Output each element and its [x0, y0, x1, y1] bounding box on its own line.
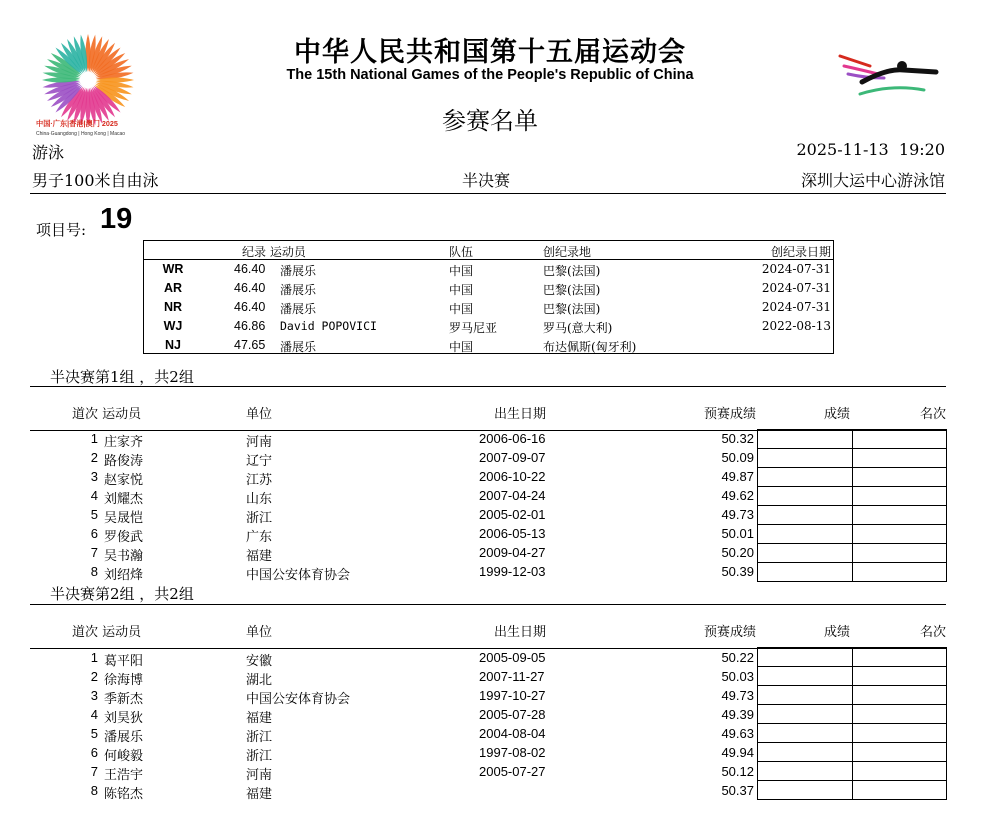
athlete-name: 庄家齐	[104, 435, 144, 450]
athlete-unit: 安徽	[246, 654, 273, 669]
result-cell	[757, 704, 853, 724]
athlete-dob: 1997-08-02	[479, 745, 546, 760]
record-team: 中国	[449, 264, 474, 278]
athlete-unit: 福建	[246, 711, 273, 726]
result-cell	[757, 448, 853, 468]
lane-number: 1	[90, 431, 98, 446]
games-title-en: The 15th National Games of the People's Republic of China	[286, 67, 694, 83]
heat-1-title: 半决赛第1组 ，共2组	[50, 368, 194, 386]
record-place: 巴黎(法国)	[543, 264, 601, 278]
rank-cell	[852, 742, 947, 762]
event-name: 男子100米自由泳	[32, 171, 159, 190]
result-cell	[757, 723, 853, 743]
header-prelim: 预赛成绩	[704, 407, 757, 422]
athlete-dob: 2006-10-22	[479, 469, 546, 484]
athlete-dob: 2005-02-01	[479, 507, 546, 522]
athlete-name: 路俊涛	[104, 454, 144, 469]
record-team: 中国	[449, 340, 474, 354]
record-time: 46.86	[234, 319, 266, 333]
prelim-time: 49.62	[721, 488, 754, 503]
rank-cell	[852, 486, 947, 506]
record-time: 46.40	[234, 281, 266, 295]
result-cell	[757, 562, 853, 582]
event-datetime: 2025-11-13 19:20	[796, 140, 945, 159]
prelim-time: 50.22	[721, 650, 754, 665]
record-row	[144, 298, 833, 317]
header-unit: 单位	[246, 407, 273, 422]
rank-cell	[852, 685, 947, 705]
records-table	[143, 240, 834, 354]
record-athlete: 潘展乐	[280, 302, 317, 316]
result-cell	[757, 761, 853, 781]
event-number-label: 项目号:	[36, 221, 87, 239]
prelim-time: 49.63	[721, 726, 754, 741]
lane-number: 6	[90, 745, 98, 760]
athlete-name: 葛平阳	[104, 654, 144, 669]
athlete-unit: 山东	[246, 492, 273, 507]
result-cell	[757, 505, 853, 525]
athlete-name: 季新杰	[104, 692, 144, 707]
athlete-name: 罗俊武	[104, 530, 144, 545]
record-athlete: 潘展乐	[280, 340, 317, 354]
athlete-name: 赵家悦	[104, 473, 144, 488]
header-result: 成绩	[824, 625, 851, 640]
rank-cell	[852, 429, 947, 449]
lane-number: 8	[90, 783, 98, 798]
result-cell	[757, 780, 853, 800]
document-title: 参赛名单	[442, 107, 538, 135]
record-place: 布达佩斯(匈牙利)	[543, 340, 637, 354]
record-row	[144, 336, 833, 355]
lane-number: 7	[90, 764, 98, 779]
event-venue: 深圳大运中心游泳馆	[800, 171, 945, 190]
sport-name: 游泳	[32, 143, 65, 162]
athlete-dob: 2004-08-04	[479, 726, 546, 741]
lane-number: 4	[90, 488, 98, 503]
lane-number: 2	[90, 450, 98, 465]
record-date: 2024-07-31	[761, 262, 831, 276]
athlete-name: 徐海博	[104, 673, 144, 688]
athlete-dob: 2009-04-27	[479, 545, 546, 560]
athlete-name: 潘展乐	[104, 730, 144, 745]
rank-cell	[852, 761, 947, 781]
athlete-dob: 2006-05-13	[479, 526, 546, 541]
athlete-dob: 2007-04-24	[479, 488, 546, 503]
prelim-time: 50.32	[721, 431, 754, 446]
record-team: 中国	[449, 302, 474, 316]
rank-cell	[852, 647, 947, 667]
record-athlete: David POPOVICI	[280, 319, 377, 333]
event-round: 半决赛	[462, 171, 511, 190]
games-logo	[32, 22, 144, 138]
record-code: AR	[163, 281, 183, 295]
header-dob: 出生日期	[494, 407, 547, 422]
record-row	[144, 317, 833, 336]
record-time: 46.40	[234, 300, 266, 314]
athlete-unit: 河南	[246, 435, 273, 450]
record-code: WR	[162, 262, 184, 276]
rank-cell	[852, 448, 947, 468]
prelim-time: 50.20	[721, 545, 754, 560]
prelim-time: 50.12	[721, 764, 754, 779]
result-cell	[757, 666, 853, 686]
lane-number: 1	[90, 650, 98, 665]
record-code: NR	[163, 300, 183, 314]
logo-text-cn: 中国·广东|香港|澳门 2025	[36, 119, 118, 128]
event-number: 19	[100, 203, 133, 235]
rank-cell	[852, 562, 947, 582]
athlete-unit: 福建	[246, 787, 273, 802]
record-time: 46.40	[234, 262, 266, 276]
rank-cell	[852, 467, 947, 487]
lane-number: 7	[90, 545, 98, 560]
result-cell	[757, 486, 853, 506]
athlete-name: 刘绍烽	[104, 568, 144, 583]
athlete-dob: 2005-07-27	[479, 764, 546, 779]
athlete-dob: 2005-09-05	[479, 650, 546, 665]
athlete-name: 吴晟恺	[104, 511, 144, 526]
prelim-time: 49.73	[721, 688, 754, 703]
lane-number: 3	[90, 688, 98, 703]
record-date: 2024-07-31	[761, 281, 831, 295]
athlete-unit: 浙江	[246, 749, 273, 764]
result-cell	[757, 543, 853, 563]
header-result: 成绩	[824, 407, 851, 422]
record-athlete: 潘展乐	[280, 264, 317, 278]
athlete-unit: 辽宁	[246, 454, 273, 469]
prelim-time: 50.01	[721, 526, 754, 541]
header-lane-athlete: 道次 运动员	[72, 407, 142, 422]
header-prelim: 预赛成绩	[704, 625, 757, 640]
prelim-time: 50.37	[721, 783, 754, 798]
record-athlete: 潘展乐	[280, 283, 317, 297]
rank-cell	[852, 524, 947, 544]
prelim-time: 49.39	[721, 707, 754, 722]
records-header-place: 创纪录地	[543, 245, 592, 259]
result-cell	[757, 467, 853, 487]
lane-number: 5	[90, 507, 98, 522]
header-dob: 出生日期	[494, 625, 547, 640]
records-header-date: 创纪录日期	[770, 245, 831, 259]
record-team: 罗马尼亚	[449, 321, 498, 335]
record-code: NJ	[165, 338, 181, 352]
heat-1-header	[30, 386, 946, 431]
athlete-unit: 河南	[246, 768, 273, 783]
result-cell	[757, 524, 853, 544]
athlete-unit: 浙江	[246, 730, 273, 745]
record-code: WJ	[163, 319, 183, 333]
header-rank: 名次	[920, 407, 947, 422]
record-place: 巴黎(法国)	[543, 302, 601, 316]
result-cell	[757, 647, 853, 667]
athlete-unit: 福建	[246, 549, 273, 564]
rank-cell	[852, 543, 947, 563]
header-lane-athlete: 道次 运动员	[72, 625, 142, 640]
athlete-dob: 2005-07-28	[479, 707, 546, 722]
record-row	[144, 260, 833, 279]
lane-number: 6	[90, 526, 98, 541]
athlete-name: 刘耀杰	[104, 492, 144, 507]
record-team: 中国	[449, 283, 474, 297]
rank-cell	[852, 666, 947, 686]
prelim-time: 49.94	[721, 745, 754, 760]
heat-2-title: 半决赛第2组 ，共2组	[50, 585, 194, 603]
athlete-name: 刘昊狄	[104, 711, 144, 726]
athlete-name: 王浩宇	[104, 768, 144, 783]
athlete-unit: 中国公安体育协会	[246, 692, 351, 707]
lane-number: 4	[90, 707, 98, 722]
swimming-pictogram-icon	[832, 48, 944, 104]
lane-number: 2	[90, 669, 98, 684]
athlete-unit: 广东	[246, 530, 273, 545]
record-date: 2024-07-31	[761, 300, 831, 314]
heat-2-header	[30, 604, 946, 649]
athlete-dob: 1997-10-27	[479, 688, 546, 703]
record-time: 47.65	[234, 338, 266, 352]
lane-number: 3	[90, 469, 98, 484]
athlete-dob: 1999-12-03	[479, 564, 546, 579]
athlete-unit: 浙江	[246, 511, 273, 526]
result-cell	[757, 429, 853, 449]
header-rank: 名次	[920, 625, 947, 640]
record-date: 2022-08-13	[761, 319, 831, 333]
prelim-time: 49.73	[721, 507, 754, 522]
games-title-cn: 中华人民共和国第十五届运动会	[294, 37, 686, 68]
rank-cell	[852, 704, 947, 724]
record-place: 罗马(意大利)	[543, 321, 613, 335]
rank-cell	[852, 505, 947, 525]
prelim-time: 50.39	[721, 564, 754, 579]
athlete-name: 何峻毅	[104, 749, 144, 764]
records-header-record-athlete: 纪录 运动员	[242, 245, 306, 259]
athlete-dob: 2007-11-27	[479, 669, 545, 684]
prelim-time: 49.87	[721, 469, 754, 484]
records-header-team: 队伍	[449, 245, 474, 259]
result-cell	[757, 742, 853, 762]
athlete-unit: 中国公安体育协会	[246, 568, 351, 583]
header-divider	[30, 193, 946, 194]
prelim-time: 50.03	[721, 669, 754, 684]
header-unit: 单位	[246, 625, 273, 640]
athlete-name: 吴书瀚	[104, 549, 144, 564]
prelim-time: 50.09	[721, 450, 754, 465]
lane-number: 5	[90, 726, 98, 741]
record-row	[144, 279, 833, 298]
athlete-unit: 江苏	[246, 473, 273, 488]
logo-text-en: China·Guangdong | Hong Kong | Macao	[36, 131, 126, 137]
rank-cell	[852, 723, 947, 743]
athlete-dob: 2007-09-07	[479, 450, 546, 465]
result-cell	[757, 685, 853, 705]
record-place: 巴黎(法国)	[543, 283, 601, 297]
rank-cell	[852, 780, 947, 800]
games-emblem-icon	[32, 22, 144, 138]
lane-number: 8	[90, 564, 98, 579]
athlete-name: 陈铭杰	[104, 787, 144, 802]
athlete-dob: 2006-06-16	[479, 431, 546, 446]
athlete-unit: 湖北	[246, 673, 273, 688]
